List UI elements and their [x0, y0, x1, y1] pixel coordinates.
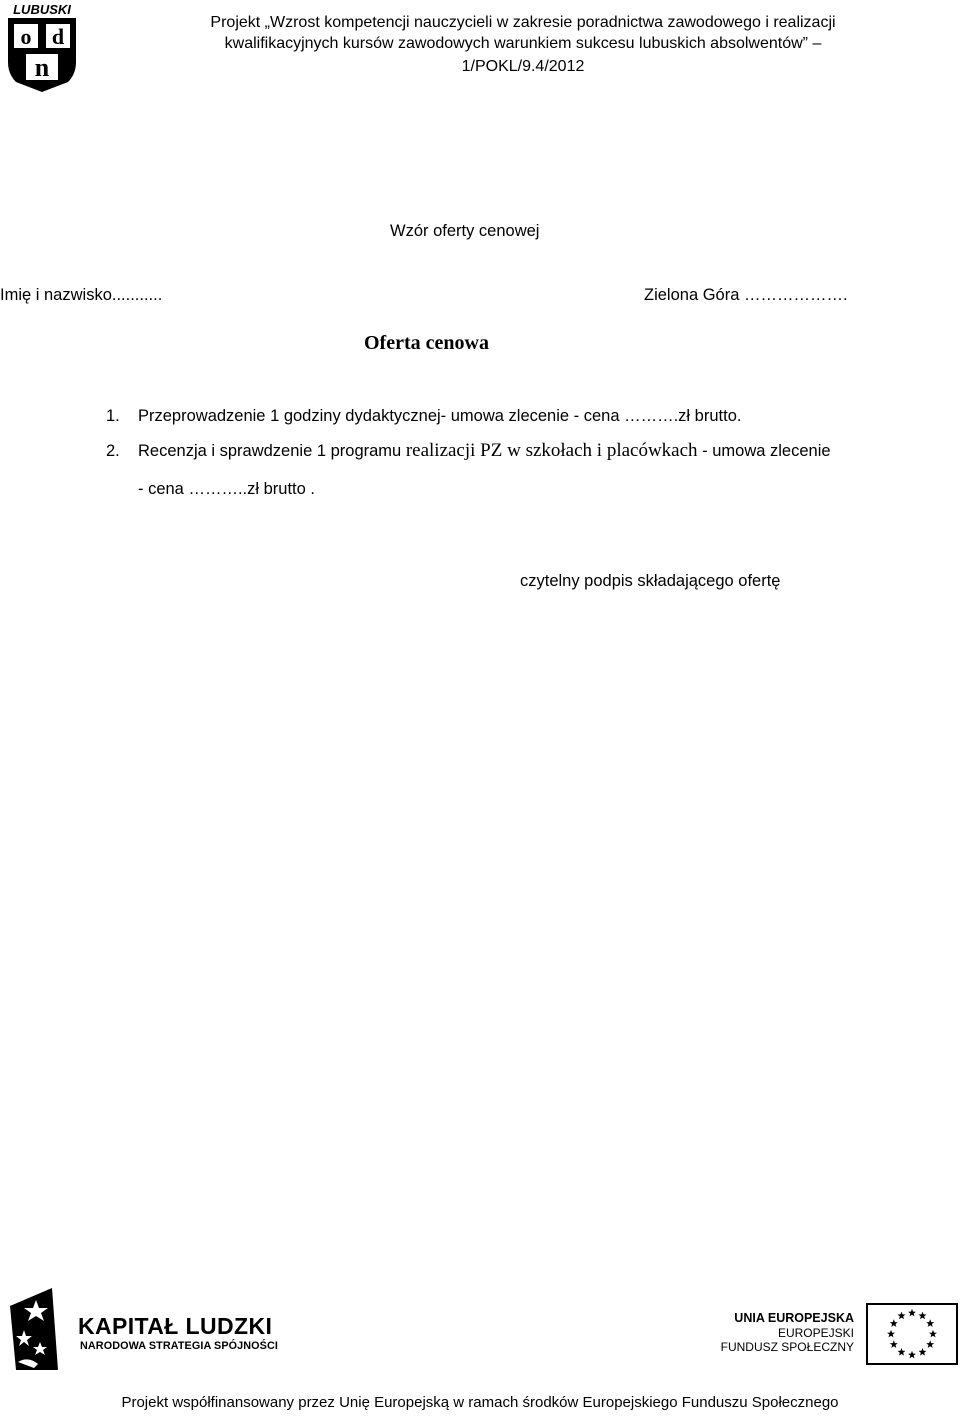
place-date-field: Zielona Góra ……………….: [644, 286, 848, 304]
lubuski-odn-logo: [2, 2, 82, 94]
svg-text:o: o: [20, 24, 32, 49]
svg-text:n: n: [34, 53, 50, 82]
item-2-number: 2.: [106, 442, 120, 460]
eu-stars-flag-icon: [866, 1303, 958, 1365]
item-2-text-line-1: [138, 440, 831, 462]
kapital-ludzki-name: KAPITAŁ LUDZKI: [78, 1313, 273, 1339]
offer-title: Oferta cenowa: [364, 332, 489, 354]
item-1-number: 1.: [106, 407, 120, 425]
kapital-ludzki-emblem: [6, 1286, 62, 1372]
project-title-line-1: Projekt „Wzrost kompetencji nauczycieli w zakresie poradnictwa zawodowego i realizacji: [210, 14, 836, 31]
item-2-text-part-3: - umowa zlecenie: [697, 442, 831, 460]
item-1-text: Przeprowadzenie 1 godziny dydaktycznej- umowa zlecenie - cena ……….zł brutto.: [138, 407, 742, 425]
eu-fund-line-2: FUNDUSZ SPOŁECZNY: [720, 1340, 854, 1354]
template-title: Wzór oferty cenowej: [390, 222, 540, 240]
kapital-ludzki-subtitle: NARODOWA STRATEGIA SPÓJNOŚCI: [80, 1340, 278, 1352]
item-2-text-serif-part: realizacji PZ w szkołach i placówkach: [405, 440, 698, 461]
signature-label: czytelny podpis składającego ofertę: [520, 572, 781, 590]
eu-title: UNIA EUROPEJSKA: [734, 1311, 854, 1325]
svg-text:LUBUSKI: LUBUSKI: [13, 2, 71, 17]
cofinancing-note: Projekt współfinansowany przez Unię Europejską w ramach środków Europejskiego Funduszu Społecznego: [121, 1394, 839, 1411]
item-2-text-part-1: Recenzja i sprawdzenie 1 programu: [138, 442, 406, 460]
project-number: 1/POKL/9.4/2012: [461, 58, 585, 75]
eu-fund-line-1: EUROPEJSKI: [777, 1326, 854, 1340]
svg-text:d: d: [51, 24, 65, 49]
name-field: Imię i nazwisko...........: [0, 286, 163, 304]
item-2-text-line-2: - cena ………..zł brutto .: [138, 480, 315, 498]
project-title-line-2: kwalifikacyjnych kursów zawodowych warunkiem sukcesu lubuskich absolwentów” –: [224, 35, 822, 52]
